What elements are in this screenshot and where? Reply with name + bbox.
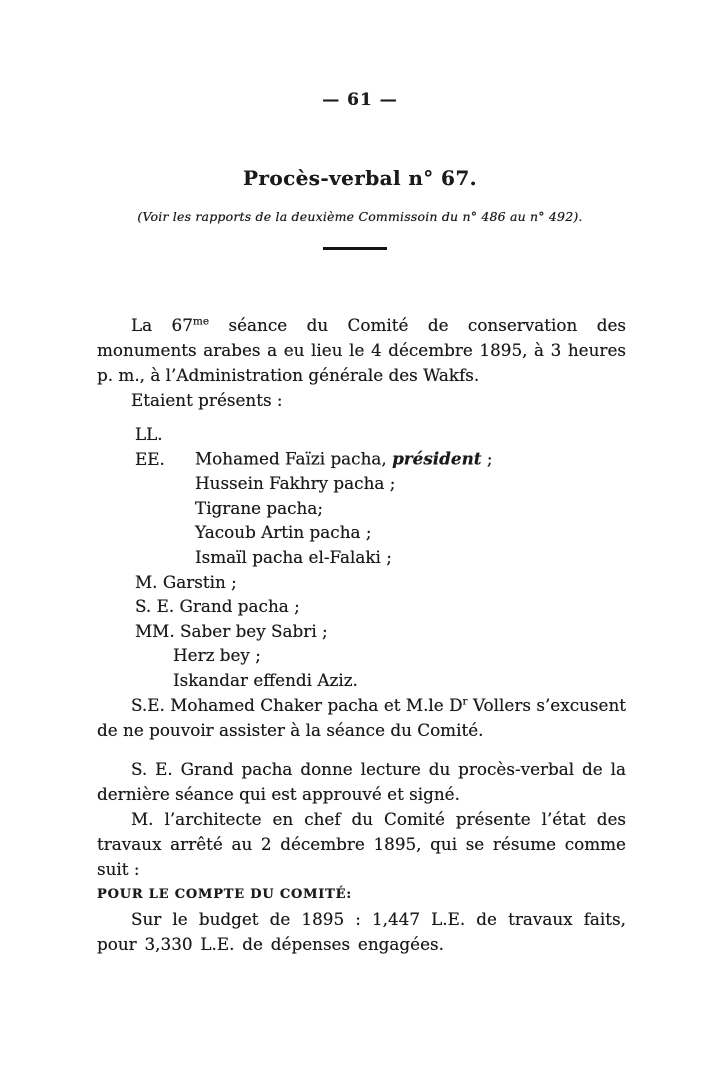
president-role: président [392,448,482,469]
section-heading: POUR LE COMPTE DU COMITÉ: [97,886,352,902]
page-number: — 61 — [322,90,398,110]
paragraph-excuse [97,693,626,743]
attendee-row: MM. Saber bey Sabri ; [135,620,328,641]
doc-reference-note: (Voir les rapports de la deuxième Commissoin du n° 486 au n° 492). [137,209,583,224]
attendee-group-prefix: LL. EE. [135,424,165,469]
excuse-text: S.E. Mohamed Chaker pacha et M.le D [131,694,463,715]
attendee-row: S. E. Grand pacha ; [135,596,300,617]
excuse-text-rest: Vollers s’excusent de ne pouvoir assister à la séance du Comité. [97,694,626,740]
paragraph-lecture: S. E. Grand pacha donne lecture du procès-verbal de la dernière séance qui est approuvé et signé. [97,758,626,804]
attendee-row: Ismaïl pacha el-Falaki ; [195,546,392,567]
doc-title: Procès-verbal n° 67. [242,166,478,190]
document-body [97,313,626,957]
attendee-row: Herz bey ; [173,645,261,666]
separator-rule [323,247,387,250]
paragraph-intro [97,313,626,388]
attendee-list [135,422,626,693]
intro-text-rest: séance du Comité de conservation des monuments arabes a eu lieu le 4 décembre 1895, à 3 heures p. m., à l’Administration générale des Wakfs. [97,315,627,385]
line-presents: Etaient présents : [131,390,283,410]
ordinal-superscript: me [192,315,210,328]
paragraph-architect: M. l’architecte en chef du Comité présente l’état des travaux arrêté au 2 décembre 1895, qui se résume comme suit : [97,808,626,879]
doctor-superscript: r [462,694,468,707]
attendee-name: Mohamed Faïzi pacha, [195,448,393,469]
paragraph-budget: Sur le budget de 1895 : 1,447 L.E. de travaux faits, pour 3,330 L.E. de dépenses engagées. [97,908,626,954]
attendee-row: Tigrane pacha; [195,497,324,518]
intro-text: La 67 [131,315,193,335]
attendee-row: Yacoub Artin pacha ; [195,522,372,543]
attendee-suffix: ; [481,448,493,469]
attendee-row: Iskandar effendi Aziz. [173,669,358,690]
attendee-row: Hussein Fakhry pacha ; [195,473,396,494]
attendee-row: M. Garstin ; [135,571,237,592]
attendee-row-president [135,422,626,471]
